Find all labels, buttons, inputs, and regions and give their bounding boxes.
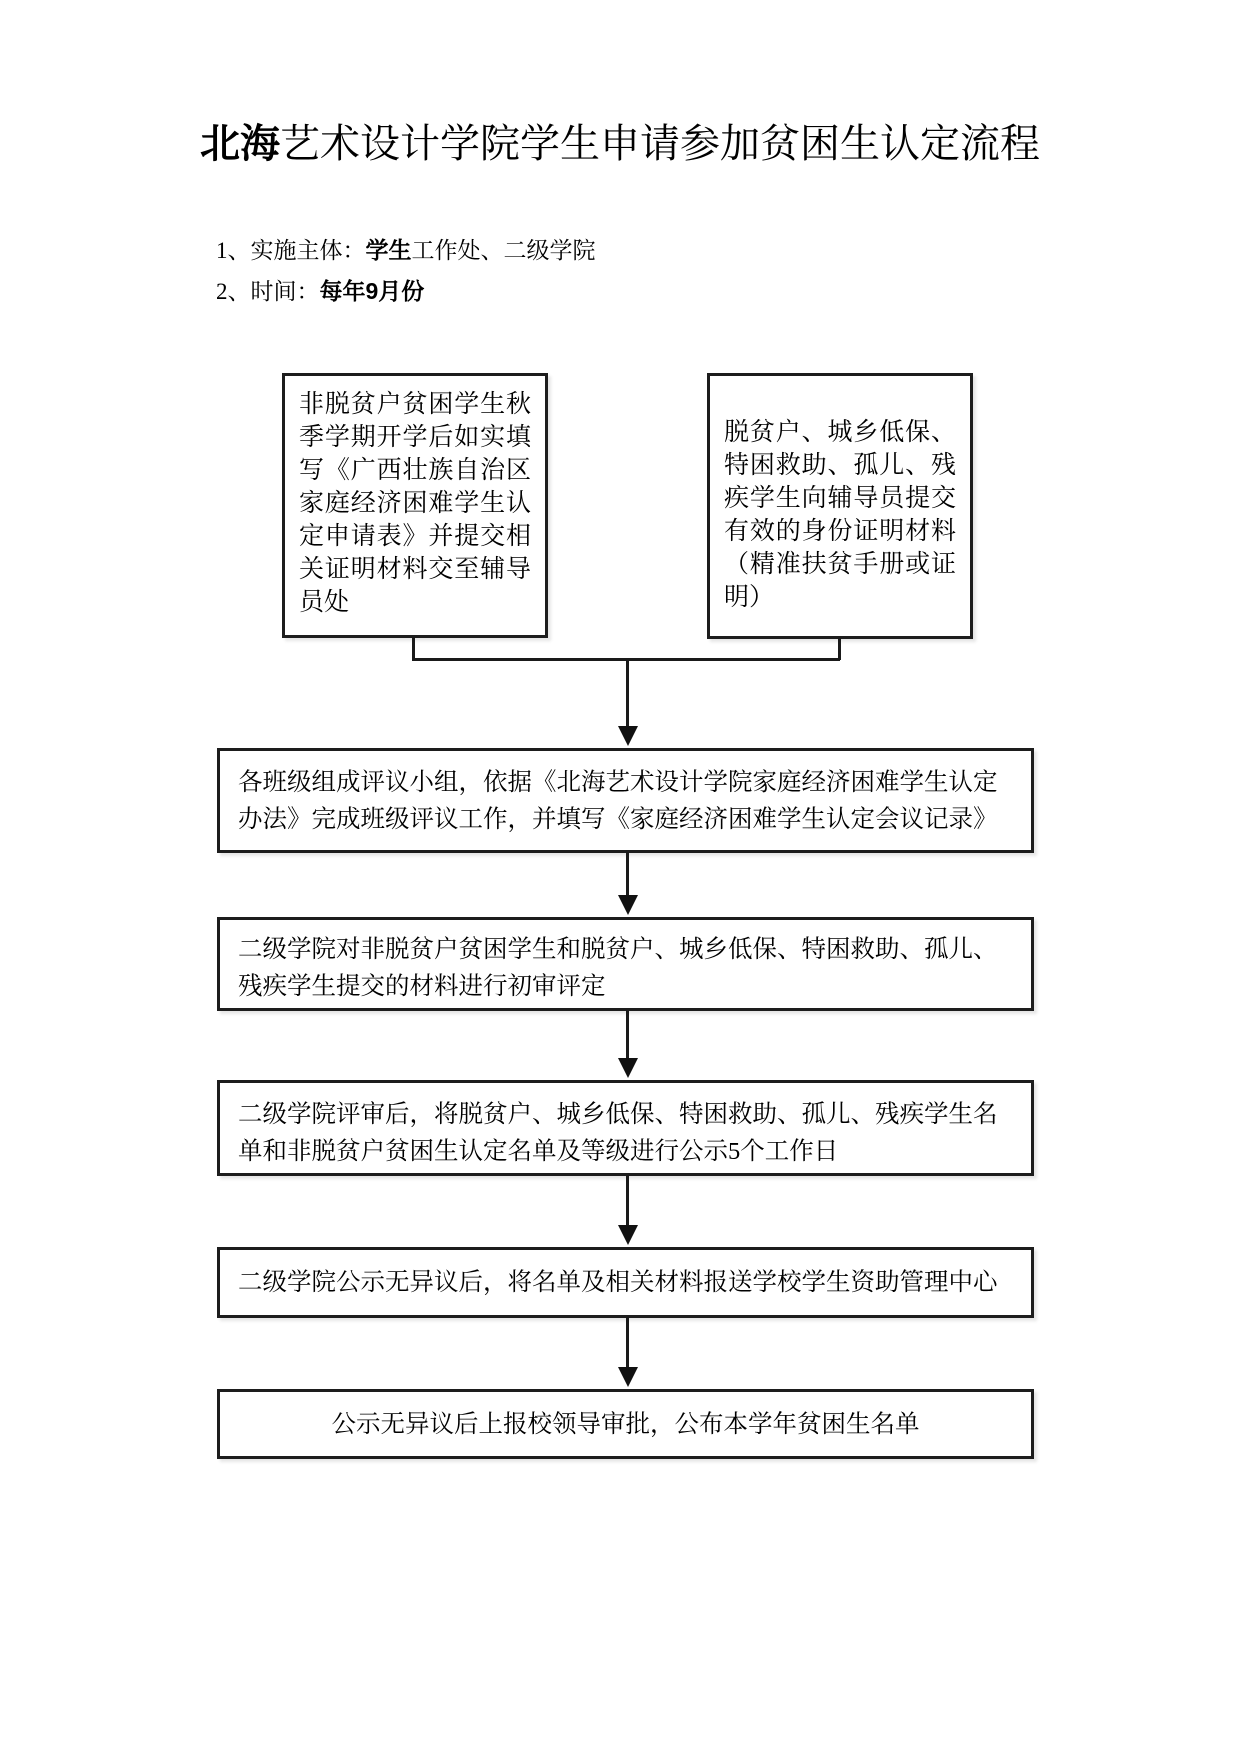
flow-arrow-4-stem <box>626 1175 629 1226</box>
flow-arrow-1-head <box>618 726 638 746</box>
box-text-line: 定申请表》并提交相 <box>299 523 531 550</box>
note-bold-part: 每年9月份 <box>319 278 425 304</box>
box-text-line: 办法》完成班级评议工作，并填写《家庭经济困难学生认定会议记录》 <box>238 806 998 833</box>
note-prefix: 2、时间： <box>216 279 320 304</box>
box-college-publicity <box>217 1080 1034 1176</box>
box-text-line: 家庭经济困难学生认 <box>299 490 531 517</box>
box-text-line: 明） <box>724 584 775 611</box>
flow-arrow-2-head <box>618 895 638 915</box>
box-text-line: 公示无异议后上报校领导审批，公布本学年贫困生名单 <box>331 1410 920 1438</box>
box-text-line: 有效的身份证明材料 <box>724 518 956 545</box>
note-bold-part: 学生 <box>365 237 412 263</box>
note-prefix: 1、实施主体： <box>216 238 366 263</box>
flow-arrow-3-stem <box>626 1010 629 1059</box>
box-text-line: （精准扶贫手册或证 <box>724 551 956 578</box>
title-rest-part: 艺术设计学院学生申请参加贫困生认定流程 <box>280 122 1040 166</box>
box-lifted-poverty-students <box>707 373 973 639</box>
flow-arrow-1-stem <box>626 658 629 728</box>
box-text-line: 残疾学生提交的材料进行初审评定 <box>238 973 606 1000</box>
box-text-line: 二级学院对非脱贫户贫困学生和脱贫户、城乡低保、特困救助、孤儿、 <box>238 936 998 963</box>
flow-arrow-5-head <box>618 1367 638 1387</box>
note-time <box>216 273 424 306</box>
box-text-line: 非脱贫户贫困学生秋 <box>299 391 531 418</box>
box-text-line: 疾学生向辅导员提交 <box>724 485 956 512</box>
box-text-line: 写《广西壮族自治区 <box>299 457 531 484</box>
box-text-line: 二级学院公示无异议后，将名单及相关材料报送学校学生资助管理中心 <box>238 1269 998 1296</box>
flow-arrow-4-head <box>618 1225 638 1245</box>
flow-arrow-5-stem <box>626 1317 629 1368</box>
flow-arrow-2-stem <box>626 852 629 896</box>
note-implementation-subject <box>216 232 596 265</box>
box-report-to-aid-center <box>217 1247 1034 1318</box>
connector-stub-left <box>412 637 415 660</box>
note-suffix: 工作处、二级学院 <box>411 238 596 263</box>
box-text-line: 脱贫户、城乡低保、 <box>724 419 956 446</box>
connector-stub-right <box>838 638 841 660</box>
box-text-line: 单和非脱贫户贫困生认定名单及等级进行公示5个工作日 <box>238 1138 839 1165</box>
page-title <box>0 112 1240 169</box>
box-text-line: 关证明材料交至辅导 <box>299 556 531 583</box>
box-class-review-group <box>217 748 1034 853</box>
flow-arrow-3-head <box>618 1058 638 1078</box>
box-text-line: 各班级组成评议小组，依据《北海艺术设计学院家庭经济困难学生认定 <box>238 769 998 796</box>
title-bold-part: 北海 <box>200 122 280 166</box>
box-text-line: 员处 <box>299 589 350 616</box>
box-final-approval-announcement <box>217 1389 1034 1459</box>
box-non-lifted-poverty-students <box>282 373 548 638</box>
box-text-line: 二级学院评审后，将脱贫户、城乡低保、特困救助、孤儿、残疾学生名 <box>238 1101 998 1128</box>
box-text-line: 特困救助、孤儿、残 <box>724 452 956 479</box>
box-text-line: 季学期开学后如实填 <box>299 424 531 451</box>
box-college-initial-review <box>217 917 1034 1011</box>
